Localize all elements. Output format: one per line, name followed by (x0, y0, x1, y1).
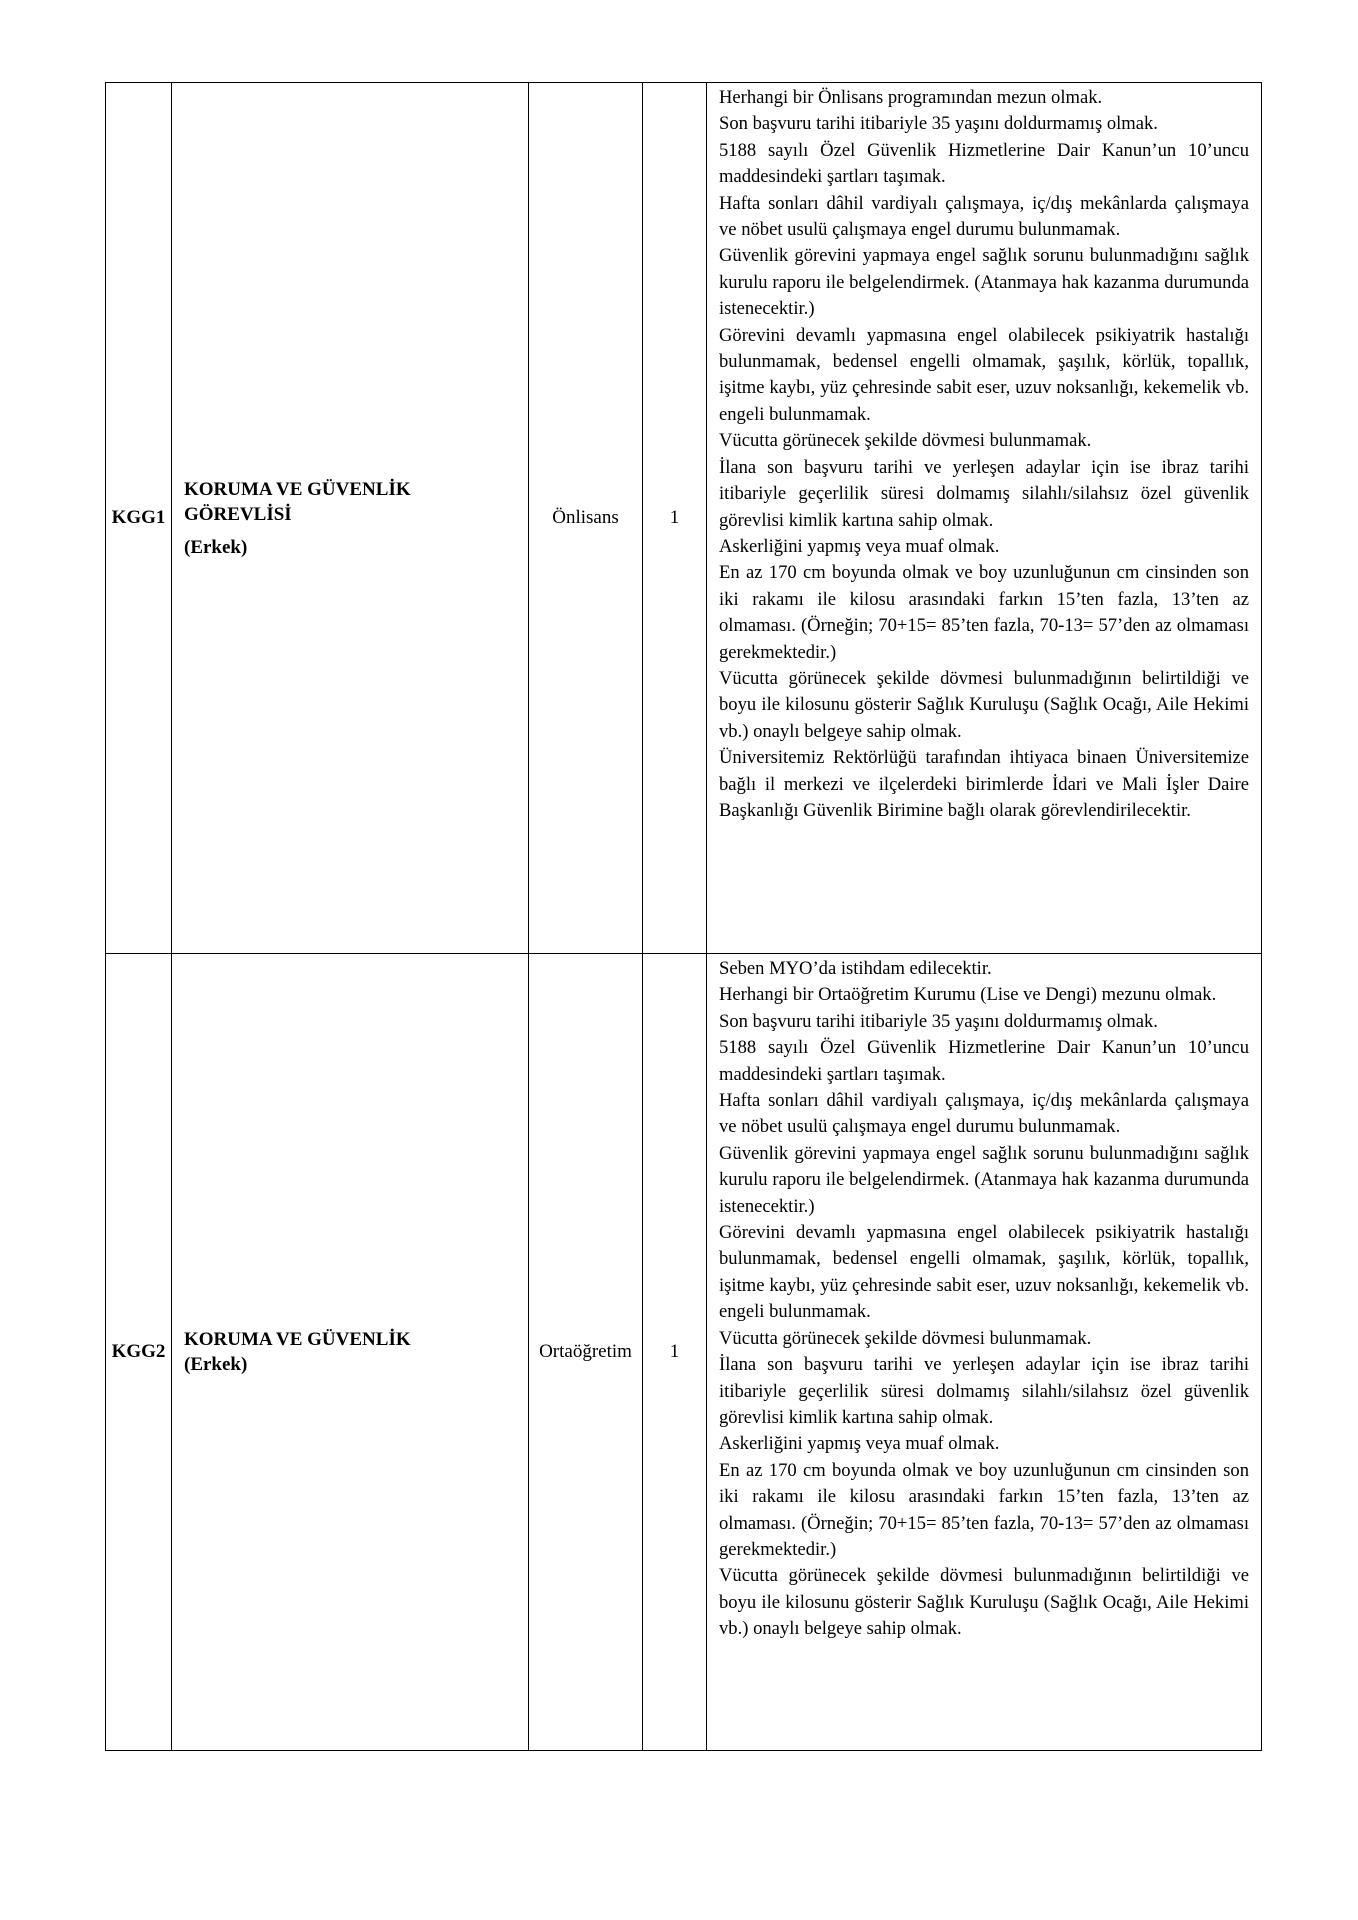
document-page (105, 82, 1262, 1751)
education-level: Ortaöğretim (529, 954, 643, 1751)
condition-item: Son başvuru tarihi itibariyle 35 yaşını doldurmamış olmak. (719, 1010, 1158, 1032)
condition-item: Vücutta görünecek şekilde dövmesi bulunmadığının belirtildiği ve boyu ile kilosunu gösterir Sağlık Kuruluşu (Sağlık Ocağı, Aile Hekimi vb.) onaylı belgeye sahip olmak. (719, 667, 1249, 742)
condition-item: Hafta sonları dâhil vardiyalı çalışmaya, iç/dış mekânlarda çalışmaya ve nöbet usulü çalışmaya engel durumu bulunmamak. (719, 1090, 1249, 1138)
position-count: 1 (643, 954, 707, 1751)
condition-item: Güvenlik görevini yapmaya engel sağlık sorunu bulunmadığını sağlık kurulu raporu ile belgelendirmek. (Atanmaya hak kazanma durumunda istenecektir.) (719, 245, 1249, 320)
condition-item: Askerliğini yapmış veya muaf olmak. (719, 535, 1000, 557)
condition-item: Görevini devamlı yapmasına engel olabilecek psikiyatrik hastalığı bulunmamak, bedensel engelli olmamak, şaşılık, körlük, topallık, işitme kaybı, yüz çehresinde sabit eser, uzuv noksanlığı, kekemelik vb. engeli bulunmamak. (719, 1222, 1249, 1323)
condition-item: Hafta sonları dâhil vardiyalı çalışmaya, iç/dış mekânlarda çalışmaya ve nöbet usulü çalışmaya engel durumu bulunmamak. (719, 192, 1249, 241)
condition-item: Görevini devamlı yapmasına engel olabilecek psikiyatrik hastalığı bulunmamak, bedensel engelli olmamak, şaşılık, körlük, topallık, işitme kaybı, yüz çehresinde sabit eser, uzuv noksanlığı, kekemelik vb. engeli bulunmamak. (719, 324, 1249, 425)
condition-item: İlana son başvuru tarihi ve yerleşen adaylar için ise ibraz tarihi itibariyle geçerlilik süresi dolmamış silahlı/silahsız özel güvenlik görevlisi kimlik kartına sahip olmak. (719, 456, 1249, 531)
condition-item: Askerliğini yapmış veya muaf olmak. (719, 1433, 1000, 1455)
condition-item: İlana son başvuru tarihi ve yerleşen adaylar için ise ibraz tarihi itibariyle geçerlilik süresi dolmamış silahlı/silahsız özel güvenlik görevlisi kimlik kartına sahip olmak. (719, 1354, 1249, 1428)
position-title-line: GÖREVLİSİ (184, 503, 292, 525)
condition-item: Herhangi bir Önlisans programından mezun olmak. (719, 87, 1103, 108)
position-gender: (Erkek) (184, 536, 248, 558)
position-code: KGG2 (106, 954, 172, 1751)
condition-item: Herhangi bir Ortaöğretim Kurumu (Lise ve Dengi) mezunu olmak. (719, 984, 1217, 1006)
condition-item: Seben MYO’da istihdam edilecektir. (719, 958, 992, 979)
condition-item: Üniversitemiz Rektörlüğü tarafından ihtiyaca binaen Üniversitemize bağlı il merkezi ve ilçelerdeki birimlerde İdari ve Mali İşler Daire Başkanlığı Güvenlik Birimine bağlı olarak görevlendirilecektir. (719, 747, 1249, 821)
condition-item: Vücutta görünecek şekilde dövmesi bulunmamak. (719, 1327, 1092, 1349)
education-level: Önlisans (529, 83, 643, 954)
position-title (172, 954, 529, 1751)
condition-item: En az 170 cm boyunda olmak ve boy uzunluğunun cm cinsinden son iki rakamı ile kilosu arasındaki farkın 15’ten fazla, 13’ten az olmaması. (Örneğin; 70+15= 85’ten fazla, 70-13= 57’den az olmaması gerekmektedir.) (719, 1459, 1249, 1560)
position-gender: (Erkek) (184, 1354, 248, 1375)
conditions-cell (707, 83, 1262, 954)
table-row (106, 954, 1262, 1751)
condition-item: Vücutta görünecek şekilde dövmesi bulunmamak. (719, 430, 1092, 452)
position-title (172, 83, 529, 954)
position-code: KGG1 (106, 83, 172, 954)
position-count: 1 (643, 83, 707, 954)
condition-item: Güvenlik görevini yapmaya engel sağlık sorunu bulunmadığını sağlık kurulu raporu ile belgelendirmek. (Atanmaya hak kazanma durumunda istenecektir.) (719, 1142, 1249, 1217)
position-title-line: KORUMA VE GÜVENLİK (184, 478, 411, 500)
condition-item: Vücutta görünecek şekilde dövmesi bulunmadığının belirtildiği ve boyu ile kilosunu gösterir Sağlık Kuruluşu (Sağlık Ocağı, Aile Hekimi vb.) onaylı belgeye sahip olmak. (719, 1565, 1249, 1640)
position-title-line: KORUMA VE GÜVENLİK (184, 1329, 411, 1350)
conditions-cell (707, 954, 1262, 1751)
condition-item: En az 170 cm boyunda olmak ve boy uzunluğunun cm cinsinden son iki rakamı ile kilosu arasındaki farkın 15’ten fazla, 13’ten az olmaması. (Örneğin; 70+15= 85’ten fazla, 70-13= 57’den az olmaması gerekmektedir.) (719, 562, 1249, 663)
condition-item: Son başvuru tarihi itibariyle 35 yaşını doldurmamış olmak. (719, 113, 1158, 135)
requirements-table (105, 82, 1262, 1751)
condition-item: 5188 sayılı Özel Güvenlik Hizmetlerine Dair Kanun’un 10’uncu maddesindeki şartları taşımak. (719, 1037, 1249, 1085)
table-row (106, 83, 1262, 954)
condition-item: 5188 sayılı Özel Güvenlik Hizmetlerine Dair Kanun’un 10’uncu maddesindeki şartları taşımak. (719, 139, 1249, 188)
